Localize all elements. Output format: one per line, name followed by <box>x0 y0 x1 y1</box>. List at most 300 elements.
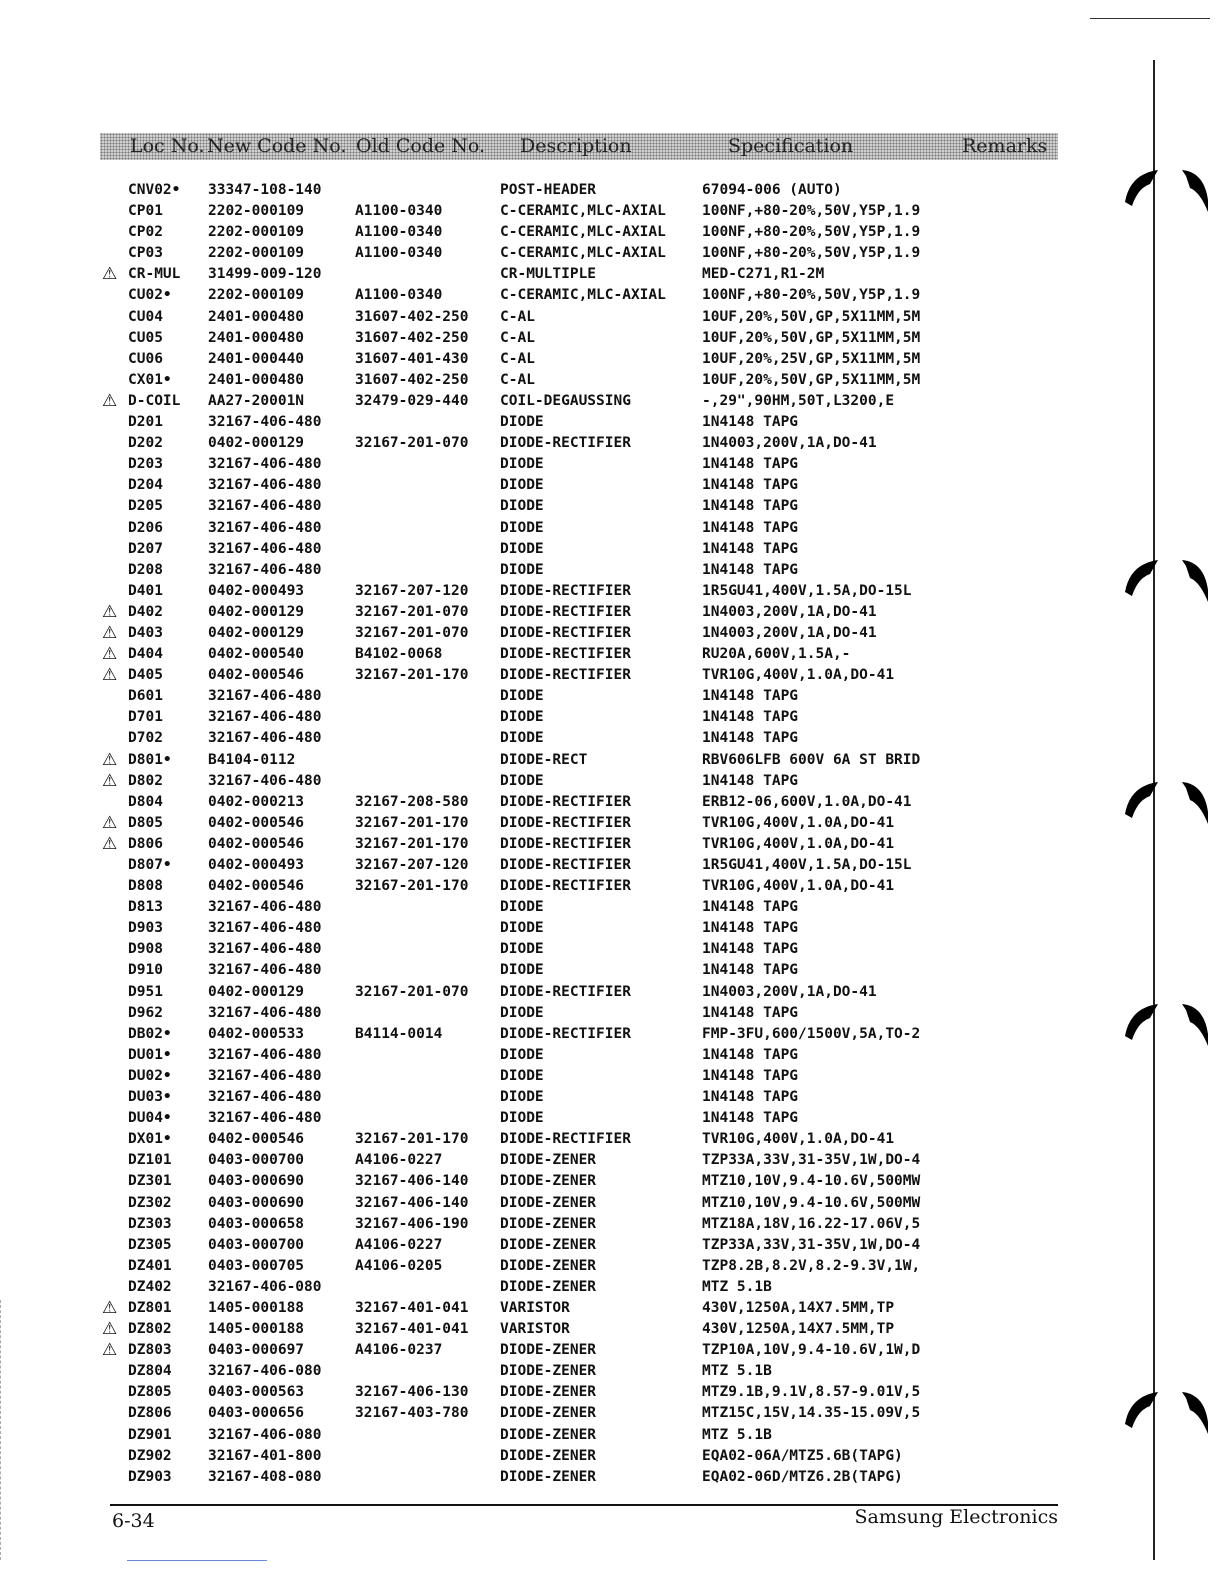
loc-no: DZ303 <box>128 1215 172 1232</box>
new-code: 32167-406-480 <box>208 1046 322 1063</box>
old-code: 32167-401-041 <box>355 1299 469 1316</box>
description: DIODE-RECTIFIER <box>500 878 631 895</box>
new-code: 0402-000533 <box>208 1025 305 1042</box>
header-remarks: Remarks <box>962 135 1048 157</box>
old-code: 31607-402-250 <box>355 329 469 346</box>
specification: 1N4148 TAPG <box>702 920 799 937</box>
loc-no: DZ806 <box>128 1405 172 1422</box>
description: COIL-DEGAUSSING <box>500 392 631 409</box>
loc-no: DZ805 <box>128 1384 172 1401</box>
description: DIODE-ZENER <box>500 1447 597 1464</box>
table-row <box>0 1277 1100 1298</box>
specification: MTZ 5.1B <box>702 1363 772 1380</box>
new-code: 32167-406-480 <box>208 1067 322 1084</box>
header-old-code: Old Code No. <box>356 135 486 157</box>
table-header <box>100 133 1058 160</box>
new-code: 0402-000493 <box>208 582 305 599</box>
new-code: 0402-000546 <box>208 667 305 684</box>
specification: MTZ10,10V,9.4-10.6V,500MW <box>702 1173 921 1190</box>
description: DIODE <box>500 1110 544 1127</box>
new-code: 32167-406-480 <box>208 1089 322 1106</box>
loc-no: DZ101 <box>128 1152 172 1169</box>
table-row <box>0 1003 1100 1024</box>
loc-no: D808 <box>128 878 163 895</box>
specification: 1N4003,200V,1A,DO-41 <box>702 983 877 1000</box>
loc-no: DU01• <box>128 1046 172 1063</box>
old-code: A1100-0340 <box>355 245 443 262</box>
loc-no: DZ902 <box>128 1447 172 1464</box>
description: DIODE-ZENER <box>500 1236 597 1253</box>
loc-no: DU02• <box>128 1067 172 1084</box>
table-row <box>0 1298 1100 1319</box>
description: C-CERAMIC,MLC-AXIAL <box>500 224 666 241</box>
old-code: 32167-201-170 <box>355 835 469 852</box>
specification: 1N4148 TAPG <box>702 772 799 789</box>
loc-no: D405 <box>128 667 163 684</box>
description: DIODE-RECTIFIER <box>500 1131 631 1148</box>
new-code: 0403-000656 <box>208 1405 305 1422</box>
table-row <box>0 1214 1100 1235</box>
table-row <box>0 201 1100 222</box>
loc-no: D804 <box>128 793 163 810</box>
warning-icon: ⚠ <box>102 749 118 770</box>
specification: 430V,1250A,14X7.5MM,TP <box>702 1299 895 1316</box>
old-code: A4106-0227 <box>355 1152 443 1169</box>
table-row <box>0 1382 1100 1403</box>
specification: 1R5GU41,400V,1.5A,DO-15L <box>702 582 912 599</box>
new-code: 2401-000440 <box>208 350 305 367</box>
warning-icon: ⚠ <box>102 770 118 791</box>
thumb-tab-mark <box>1120 774 1210 824</box>
loc-no: D203 <box>128 456 163 473</box>
table-row <box>0 560 1100 581</box>
specification: 100NF,+80-20%,50V,Y5P,1.9 <box>702 287 921 304</box>
table-row <box>0 602 1100 623</box>
description: DIODE <box>500 920 544 937</box>
table-row <box>0 834 1100 855</box>
specification: MTZ10,10V,9.4-10.6V,500MW <box>702 1194 921 1211</box>
description: DIODE-ZENER <box>500 1468 597 1485</box>
loc-no: D903 <box>128 920 163 937</box>
description: C-CERAMIC,MLC-AXIAL <box>500 203 666 220</box>
specification: 1N4148 TAPG <box>702 561 799 578</box>
specification: -,29",90HM,50T,L3200,E <box>702 392 895 409</box>
description: DIODE-ZENER <box>500 1342 597 1359</box>
loc-no: D701 <box>128 709 163 726</box>
table-row <box>0 1171 1100 1192</box>
specification: TZP33A,33V,31-35V,1W,DO-4 <box>702 1236 921 1253</box>
loc-no: D206 <box>128 519 163 536</box>
new-code: 0403-000658 <box>208 1215 305 1232</box>
loc-no: CU02• <box>128 287 172 304</box>
description: DIODE-RECTIFIER <box>500 857 631 873</box>
description: DIODE <box>500 1067 544 1084</box>
old-code: 31607-402-250 <box>355 308 469 325</box>
loc-no: D962 <box>128 1004 163 1021</box>
loc-no: D202 <box>128 435 163 452</box>
table-row <box>0 328 1100 349</box>
warning-icon: ⚠ <box>102 644 118 665</box>
table-row <box>0 855 1100 876</box>
specification: RU20A,600V,1.5A,- <box>702 646 851 663</box>
specification: 1N4003,200V,1A,DO-41 <box>702 603 877 620</box>
new-code: 2401-000480 <box>208 308 305 325</box>
table-row <box>0 982 1100 1003</box>
loc-no: D702 <box>128 730 163 747</box>
description: DIODE-ZENER <box>500 1384 597 1401</box>
specification: 1R5GU41,400V,1.5A,DO-15L <box>702 857 912 873</box>
warning-icon: ⚠ <box>102 264 118 285</box>
table-row <box>0 391 1100 412</box>
specification: TVR10G,400V,1.0A,DO-41 <box>702 1131 895 1148</box>
specification: MTZ 5.1B <box>702 1426 772 1443</box>
loc-no: DZ305 <box>128 1236 172 1253</box>
warning-icon: ⚠ <box>102 812 118 833</box>
loc-no: DZ402 <box>128 1278 172 1295</box>
new-code: 32167-406-480 <box>208 561 322 578</box>
top-edge-rule <box>1090 18 1210 19</box>
loc-no: DZ901 <box>128 1426 172 1443</box>
description: C-AL <box>500 350 535 367</box>
specification: 1N4148 TAPG <box>702 709 799 726</box>
warning-icon: ⚠ <box>102 390 118 411</box>
description: DIODE-ZENER <box>500 1426 597 1443</box>
old-code: A1100-0340 <box>355 224 443 241</box>
description: DIODE-RECTIFIER <box>500 793 631 810</box>
description: DIODE <box>500 772 544 789</box>
thumb-tab-mark <box>1120 162 1210 212</box>
description: DIODE <box>500 1089 544 1106</box>
old-code: B4114-0014 <box>355 1025 443 1042</box>
header-description: Description <box>520 135 632 157</box>
new-code: 32167-406-480 <box>208 414 322 431</box>
table-row <box>0 1256 1100 1277</box>
specification: EQA02-06D/MTZ6.2B(TAPG) <box>702 1468 903 1485</box>
specification: MED-C271,R1-2M <box>702 266 825 283</box>
new-code: 0403-000690 <box>208 1173 305 1190</box>
loc-no: DU03• <box>128 1089 172 1106</box>
specification: 100NF,+80-20%,50V,Y5P,1.9 <box>702 203 921 220</box>
old-code: 32167-406-190 <box>355 1215 469 1232</box>
table-row <box>0 307 1100 328</box>
description: VARISTOR <box>500 1299 570 1316</box>
new-code: 0402-000213 <box>208 793 305 810</box>
old-code: 32167-406-140 <box>355 1194 469 1211</box>
specification: TVR10G,400V,1.0A,DO-41 <box>702 878 895 895</box>
loc-no: D910 <box>128 962 163 979</box>
new-code: 0403-000700 <box>208 1236 305 1253</box>
description: DIODE-RECT <box>500 751 588 768</box>
table-row <box>0 539 1100 560</box>
new-code: 0402-000129 <box>208 624 305 641</box>
new-code: 32167-406-480 <box>208 709 322 726</box>
description: DIODE-RECTIFIER <box>500 835 631 852</box>
table-row <box>0 792 1100 813</box>
table-row <box>0 264 1100 285</box>
specification: EQA02-06A/MTZ5.6B(TAPG) <box>702 1447 903 1464</box>
description: DIODE-ZENER <box>500 1215 597 1232</box>
new-code: 32167-406-080 <box>208 1278 322 1295</box>
new-code: 2202-000109 <box>208 203 305 220</box>
loc-no: CU04 <box>128 308 163 325</box>
table-row <box>0 1340 1100 1361</box>
old-code: A4106-0237 <box>355 1342 443 1359</box>
header-new-code: New Code No. <box>207 135 347 157</box>
specification: FMP-3FU,600/1500V,5A,TO-2 <box>702 1025 921 1042</box>
old-code: 32479-029-440 <box>355 392 469 409</box>
table-row <box>0 1446 1100 1467</box>
description: DIODE <box>500 477 544 494</box>
table-row <box>0 1235 1100 1256</box>
new-code: 0402-000540 <box>208 646 305 663</box>
specification: 10UF,20%,50V,GP,5X11MM,5M <box>702 371 921 388</box>
description: DIODE-ZENER <box>500 1363 597 1380</box>
specification: TZP8.2B,8.2V,8.2-9.3V,1W, <box>702 1257 921 1274</box>
table-row <box>0 918 1100 939</box>
new-code: 0402-000546 <box>208 835 305 852</box>
old-code: 32167-201-170 <box>355 814 469 831</box>
table-row <box>0 496 1100 517</box>
new-code: 2202-000109 <box>208 224 305 241</box>
new-code: 32167-406-480 <box>208 772 322 789</box>
new-code: 0403-000690 <box>208 1194 305 1211</box>
loc-no: CP02 <box>128 224 163 241</box>
old-code: 31607-402-250 <box>355 371 469 388</box>
loc-no: D204 <box>128 477 163 494</box>
new-code: 0402-000546 <box>208 1131 305 1148</box>
loc-no: D208 <box>128 561 163 578</box>
new-code: 32167-406-480 <box>208 688 322 705</box>
header-specification: Specification <box>728 135 854 157</box>
specification: 1N4148 TAPG <box>702 1046 799 1063</box>
thumb-tab-mark <box>1120 552 1210 602</box>
specification: 1N4003,200V,1A,DO-41 <box>702 624 877 641</box>
table-row <box>0 370 1100 391</box>
old-code: 32167-406-140 <box>355 1173 469 1190</box>
loc-no: CU05 <box>128 329 163 346</box>
table-row <box>0 1045 1100 1066</box>
warning-icon: ⚠ <box>102 833 118 854</box>
loc-no: DZ903 <box>128 1468 172 1485</box>
parts-table <box>0 180 1100 1488</box>
table-row <box>0 1066 1100 1087</box>
specification: 1N4148 TAPG <box>702 1067 799 1084</box>
new-code: 32167-406-480 <box>208 456 322 473</box>
description: DIODE <box>500 540 544 557</box>
specification: 1N4148 TAPG <box>702 688 799 705</box>
new-code: 0402-000493 <box>208 857 305 873</box>
new-code: 32167-401-800 <box>208 1447 322 1464</box>
loc-no: D807• <box>128 857 172 873</box>
new-code: 32167-406-480 <box>208 962 322 979</box>
specification: 1N4148 TAPG <box>702 730 799 747</box>
loc-no: D601 <box>128 688 163 705</box>
loc-no: D805 <box>128 814 163 831</box>
new-code: 32167-406-480 <box>208 920 322 937</box>
new-code: 32167-406-480 <box>208 899 322 916</box>
table-row <box>0 1467 1100 1488</box>
specification: 1N4148 TAPG <box>702 540 799 557</box>
table-row <box>0 243 1100 264</box>
loc-no: D403 <box>128 624 163 641</box>
table-row <box>0 623 1100 644</box>
specification: MTZ18A,18V,16.22-17.06V,5 <box>702 1215 921 1232</box>
specification: 10UF,20%,25V,GP,5X11MM,5M <box>702 350 921 367</box>
table-row <box>0 1319 1100 1340</box>
description: DIODE <box>500 962 544 979</box>
description: C-AL <box>500 329 535 346</box>
description: DIODE-ZENER <box>500 1194 597 1211</box>
description: VARISTOR <box>500 1321 570 1338</box>
loc-no: D205 <box>128 498 163 515</box>
table-row <box>0 180 1100 201</box>
warning-icon: ⚠ <box>102 601 118 622</box>
specification: 430V,1250A,14X7.5MM,TP <box>702 1321 895 1338</box>
description: DIODE-ZENER <box>500 1257 597 1274</box>
loc-no: CR-MUL <box>128 266 181 283</box>
specification: MTZ 5.1B <box>702 1278 772 1295</box>
specification: ERB12-06,600V,1.0A,DO-41 <box>702 793 912 810</box>
table-row <box>0 1425 1100 1446</box>
loc-no: DZ301 <box>128 1173 172 1190</box>
warning-icon: ⚠ <box>102 1319 118 1340</box>
specification: TZP10A,10V,9.4-10.6V,1W,D <box>702 1342 921 1359</box>
loc-no: DZ401 <box>128 1257 172 1274</box>
old-code: 32167-201-170 <box>355 667 469 684</box>
new-code: 33347-108-140 <box>208 182 322 198</box>
old-code: B4102-0068 <box>355 646 443 663</box>
loc-no: D401 <box>128 582 163 599</box>
loc-no: CP01 <box>128 203 163 220</box>
description: DIODE-ZENER <box>500 1173 597 1190</box>
description: DIODE <box>500 730 544 747</box>
new-code: 1405-000188 <box>208 1321 305 1338</box>
table-row <box>0 349 1100 370</box>
old-code: A4106-0227 <box>355 1236 443 1253</box>
old-code: 32167-403-780 <box>355 1405 469 1422</box>
loc-no: CNV02• <box>128 182 181 198</box>
specification: 1N4148 TAPG <box>702 899 799 916</box>
new-code: 32167-406-480 <box>208 477 322 494</box>
loc-no: D-COIL <box>128 392 181 409</box>
specification: 10UF,20%,50V,GP,5X11MM,5M <box>702 329 921 346</box>
description: DIODE-RECTIFIER <box>500 646 631 663</box>
description: DIODE-RECTIFIER <box>500 814 631 831</box>
old-code: 32167-401-041 <box>355 1321 469 1338</box>
description: POST-HEADER <box>500 182 597 198</box>
table-row <box>0 518 1100 539</box>
new-code: 0402-000546 <box>208 878 305 895</box>
loc-no: D813 <box>128 899 163 916</box>
new-code: 2401-000480 <box>208 329 305 346</box>
description: DIODE <box>500 498 544 515</box>
old-code: A4106-0205 <box>355 1257 443 1274</box>
loc-no: CP03 <box>128 245 163 262</box>
description: DIODE <box>500 709 544 726</box>
specification: TVR10G,400V,1.0A,DO-41 <box>702 667 895 684</box>
table-row <box>0 454 1100 475</box>
new-code: 0402-000129 <box>208 603 305 620</box>
loc-no: D404 <box>128 646 163 663</box>
company-name: Samsung Electronics <box>854 1506 1058 1528</box>
specification: TVR10G,400V,1.0A,DO-41 <box>702 835 895 852</box>
new-code: 0402-000546 <box>208 814 305 831</box>
table-row <box>0 813 1100 834</box>
description: DIODE <box>500 456 544 473</box>
specification: TVR10G,400V,1.0A,DO-41 <box>702 814 895 831</box>
table-row <box>0 475 1100 496</box>
table-row <box>0 750 1100 771</box>
description: DIODE-RECTIFIER <box>500 582 631 599</box>
new-code: 0402-000129 <box>208 983 305 1000</box>
loc-no: D201 <box>128 414 163 431</box>
description: C-AL <box>500 371 535 388</box>
page-number: 6-34 <box>112 1510 155 1532</box>
specification: RBV606LFB 600V 6A ST BRID <box>702 751 921 768</box>
description: DIODE-RECTIFIER <box>500 667 631 684</box>
table-row <box>0 581 1100 602</box>
new-code: 32167-406-480 <box>208 1110 322 1127</box>
loc-no: DU04• <box>128 1110 172 1127</box>
loc-no: DZ302 <box>128 1194 172 1211</box>
loc-no: D908 <box>128 941 163 958</box>
old-code: 32167-201-070 <box>355 435 469 452</box>
table-row <box>0 1087 1100 1108</box>
description: DIODE-ZENER <box>500 1405 597 1422</box>
new-code: 2202-000109 <box>208 287 305 304</box>
loc-no: D806 <box>128 835 163 852</box>
description: DIODE <box>500 1046 544 1063</box>
table-row <box>0 412 1100 433</box>
table-row <box>0 771 1100 792</box>
specification: 1N4148 TAPG <box>702 1004 799 1021</box>
table-row <box>0 939 1100 960</box>
loc-no: D402 <box>128 603 163 620</box>
specification: 1N4148 TAPG <box>702 414 799 431</box>
old-code: 31607-401-430 <box>355 350 469 367</box>
specification: 1N4148 TAPG <box>702 941 799 958</box>
description: DIODE <box>500 561 544 578</box>
table-row <box>0 1361 1100 1382</box>
table-row <box>0 1024 1100 1045</box>
description: DIODE <box>500 899 544 916</box>
table-row <box>0 433 1100 454</box>
warning-icon: ⚠ <box>102 622 118 643</box>
old-code: 32167-201-170 <box>355 1131 469 1148</box>
specification: MTZ15C,15V,14.35-15.09V,5 <box>702 1405 921 1422</box>
new-code: 32167-408-080 <box>208 1468 322 1485</box>
description: C-CERAMIC,MLC-AXIAL <box>500 287 666 304</box>
new-code: 0403-000700 <box>208 1152 305 1169</box>
new-code: 32167-406-480 <box>208 730 322 747</box>
specification: 100NF,+80-20%,50V,Y5P,1.9 <box>702 245 921 262</box>
new-code: 0403-000705 <box>208 1257 305 1274</box>
old-code: 32167-201-070 <box>355 983 469 1000</box>
table-row <box>0 728 1100 749</box>
description: DIODE <box>500 519 544 536</box>
new-code: 32167-406-080 <box>208 1426 322 1443</box>
warning-icon: ⚠ <box>102 1340 118 1361</box>
old-code: A1100-0340 <box>355 203 443 220</box>
specification: 10UF,20%,50V,GP,5X11MM,5M <box>702 308 921 325</box>
description: DIODE-RECTIFIER <box>500 603 631 620</box>
specification: 1N4148 TAPG <box>702 456 799 473</box>
table-row <box>0 1193 1100 1214</box>
new-code: 32167-406-480 <box>208 1004 322 1021</box>
new-code: 32167-406-080 <box>208 1363 322 1380</box>
loc-no: DZ802 <box>128 1321 172 1338</box>
loc-no: DZ803 <box>128 1342 172 1359</box>
